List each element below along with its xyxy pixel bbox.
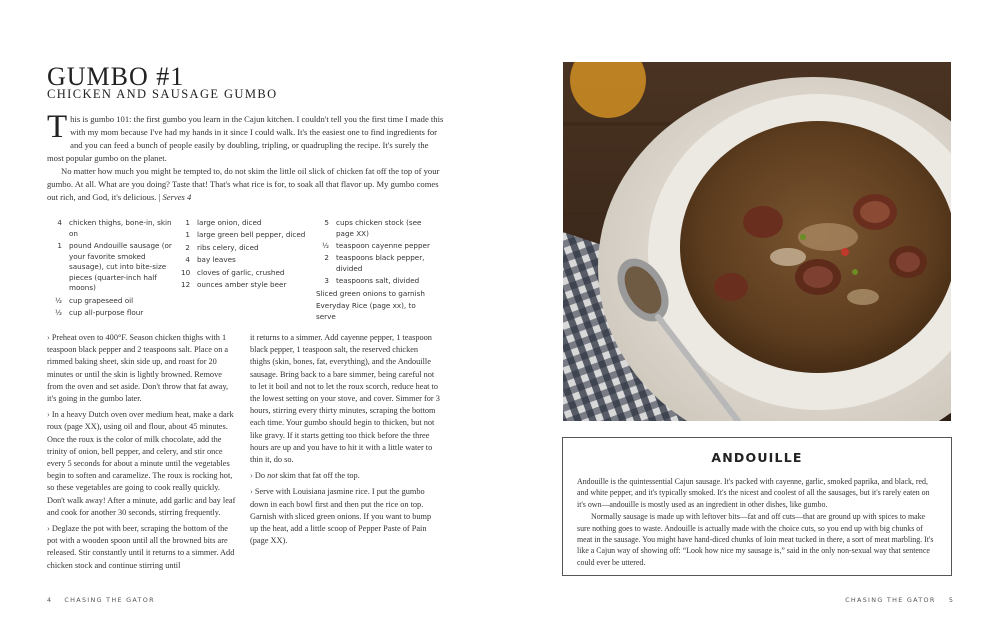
ingredient-item [47,296,173,307]
right-folio [845,596,953,604]
ingredient-quantity: 5 [324,218,329,227]
recipe-subtitle: CHICKEN AND SAUSAGE GUMBO [47,87,278,101]
gumbo-illustration [563,62,951,421]
gumbo-photo [563,62,951,421]
ingredient-name: pound Andouille sausage (or your favorite smoked sausage), cut into bite-size pieces (quarter-inch half moons) [69,240,172,293]
ingredient-item [316,301,436,322]
step-marker: › [47,524,50,534]
ingredient-quantity: 4 [57,218,62,227]
ingredient-name: ribs celery, diced [197,242,259,252]
step-marker: › [250,487,253,497]
recipe-intro [47,109,445,204]
sidebar-paragraph-1: Andouille is the quintessential Cajun sausage. It's packed with cayenne, garlic, smoked paprika, and black, red, and white pepper, and it's typically smoked. It's the nicest and coolest of all the sausages, but it's rarely eaten on it's own—andouille is mostly used as an ingredient in other dishes, like gumbo. [577,477,930,509]
ingredients-column-3 [316,218,436,324]
method-step: › Preheat oven to 400°F. Season chicken thighs with 1 teaspoon black pepper and 2 teaspoons salt. Place on a rimmed baking sheet, skin side up, and roast for 20 minutes or until the skin is lightly browned. Remove from the oven and set aside. Don't throw that fat away, it's going in the gumbo later. [47,333,229,404]
ingredient-quantity: ½ [322,240,329,250]
ingredient-item [47,241,173,294]
ingredient-item [47,308,173,319]
ingredient-quantity: 2 [185,242,190,252]
ingredient-name: cloves of garlic, crushed [197,267,285,277]
ingredient-item [181,268,306,279]
ingredient-item [316,276,436,287]
intro-text-1: his is gumbo 101: the first gumbo you learn in the Cajun kitchen. I couldn't tell you the first time I made this with my mom because I've had my hands in it since I could walk. It's the easiest one to find ingredients for and you can feed a bunch of people easily by doubling, tripling, or quadrupling the recipe. It's surely the most popular gumbo on the planet. [47,114,444,163]
ingredient-item [316,218,436,239]
ingredient-quantity: 1 [57,240,62,250]
ingredient-item [181,218,306,229]
andouille-sidebar [562,437,952,576]
ingredient-item [316,241,436,252]
method-step: it returns to a simmer. Add cayenne pepper, 1 teaspoon black pepper, 1 teaspoon salt, the reserved chicken thighs (skin, bones, fat, everything), and the Andouille sausage. Bring back to a bare simmer, being careful not to let it boil and not to let the roux scorch, reduce heat to the lowest setting on your stove, and cover. Simmer for 3 hours, stirring every thirty minutes, scraping the bottom each time. Your gumbo should begin to thicken, but not like gravy. If it starts getting too thick before the three hours are up and you have to hit it with a little water to thin it, do so. [250,333,440,465]
method-column-1 [47,332,237,576]
ingredient-name: cups chicken stock (see page XX) [336,218,422,238]
ingredients-column-2 [181,218,306,292]
page-number: 5 [948,596,953,604]
intro-text-2: No matter how much you might be tempted to, do not skim the little oil slick of chicken fat off the top of your gumbo. At all. What are you doing? Taste that! That's what rice is for, to soak all that flavor up. My gumbo comes out rich, and God, it's delicious. [47,166,440,202]
page-number: 4 [47,596,52,604]
ingredient-quantity: ½ [55,295,62,305]
ingredient-name: large onion, diced [197,218,262,227]
step-marker: › [47,333,50,342]
ingredient-quantity: 3 [324,276,329,286]
ingredient-quantity: 12 [181,279,191,289]
ingredient-quantity: 1 [185,230,190,240]
ingredient-name: Sliced green onions to garnish [316,288,425,298]
ingredient-name: bay leaves [197,255,236,265]
sidebar-paragraph-2: Normally sausage is made up with leftover bits—fat and off cuts—that are ground up with spices to make sure nothing goes to waste. Andouille is actually made with the choice cuts, so you end up with big chunks of meat in the sausage. You might have hand-diced chunks of loin meat tucked in there, a sort of meat marbling. It's like a Cajun way of showing off: “Look how nice my sausage is,” said in the only non-sexual way that sentence could ever be uttered. [577,512,934,567]
ingredients-column-1 [47,218,173,321]
ingredient-item [181,243,306,254]
ingredient-name: cup grapeseed oil [69,295,134,305]
ingredient-name: chicken thighs, bone-in, skin on [69,218,172,238]
intro-paragraph-2 [47,165,445,204]
ingredient-quantity: ½ [55,308,62,318]
running-footer: CHASING THE GATOR [845,596,936,604]
method-step: › Do not skim that fat off the top. [250,471,360,481]
ingredient-quantity: 10 [181,267,191,277]
ingredient-name: ounces amber style beer [197,279,287,289]
ingredient-name: teaspoons black pepper, divided [336,253,425,273]
running-footer: CHASING THE GATOR [64,596,155,604]
left-folio [47,596,155,604]
drop-cap: T [47,109,68,145]
ingredient-quantity: 4 [185,255,190,265]
ingredient-name: teaspoons salt, divided [336,276,420,286]
ingredient-item [316,253,436,274]
ingredient-item [181,255,306,266]
separator: | [156,192,163,202]
ingredient-name: large green bell pepper, diced [197,230,306,240]
ingredient-item [181,230,306,241]
ingredient-item [47,218,173,239]
ingredient-item [181,280,306,291]
recipe-title: GUMBO #1 [47,62,185,91]
ingredient-item [316,289,436,300]
ingredient-quantity: 2 [324,253,329,263]
method-step: › Deglaze the pot with beer, scraping the bottom of the pot with a wooden spoon until all the browned bits are released. Stir constantly until it returns to a simmer. Add chicken stock and continue stirring until [47,524,235,570]
step-marker: › [250,471,253,481]
serves-note: Serves 4 [162,192,192,202]
step-marker: › [47,410,50,420]
right-page [500,0,1000,625]
ingredient-name: Everyday Rice (page xx), to serve [316,301,416,321]
method-step: › Serve with Louisiana jasmine rice. I put the gumbo down in each bowl first and then put the rice on top. Garnish with sliced green onions. If you want to bump up the heat, add a little scoop of Pepper Paste of Pain (page XX). [250,487,432,546]
sidebar-title: ANDOUILLE [711,450,803,465]
intro-paragraph-1 [47,109,445,165]
method-step: › In a heavy Dutch oven over medium heat, make a dark roux (page XX), using oil and flour, about 45 minutes. Once the roux is the color of milk chocolate, add the trinity of onion, bell pepper, and celery, and stir once every 5 seconds for about a minute until the vegetables begin to soften and caramelize. The roux is rocking hot, so these vegetables are going to cook really quickly. Don't walk away! After a minute, add garlic and bay leaf and cook for another 30 seconds, stirring frequently. [47,410,236,517]
ingredient-quantity: 1 [185,218,190,227]
ingredient-name: teaspoon cayenne pepper [336,240,430,250]
ingredient-name: cup all-purpose flour [69,308,144,318]
method-column-2 [250,332,440,551]
